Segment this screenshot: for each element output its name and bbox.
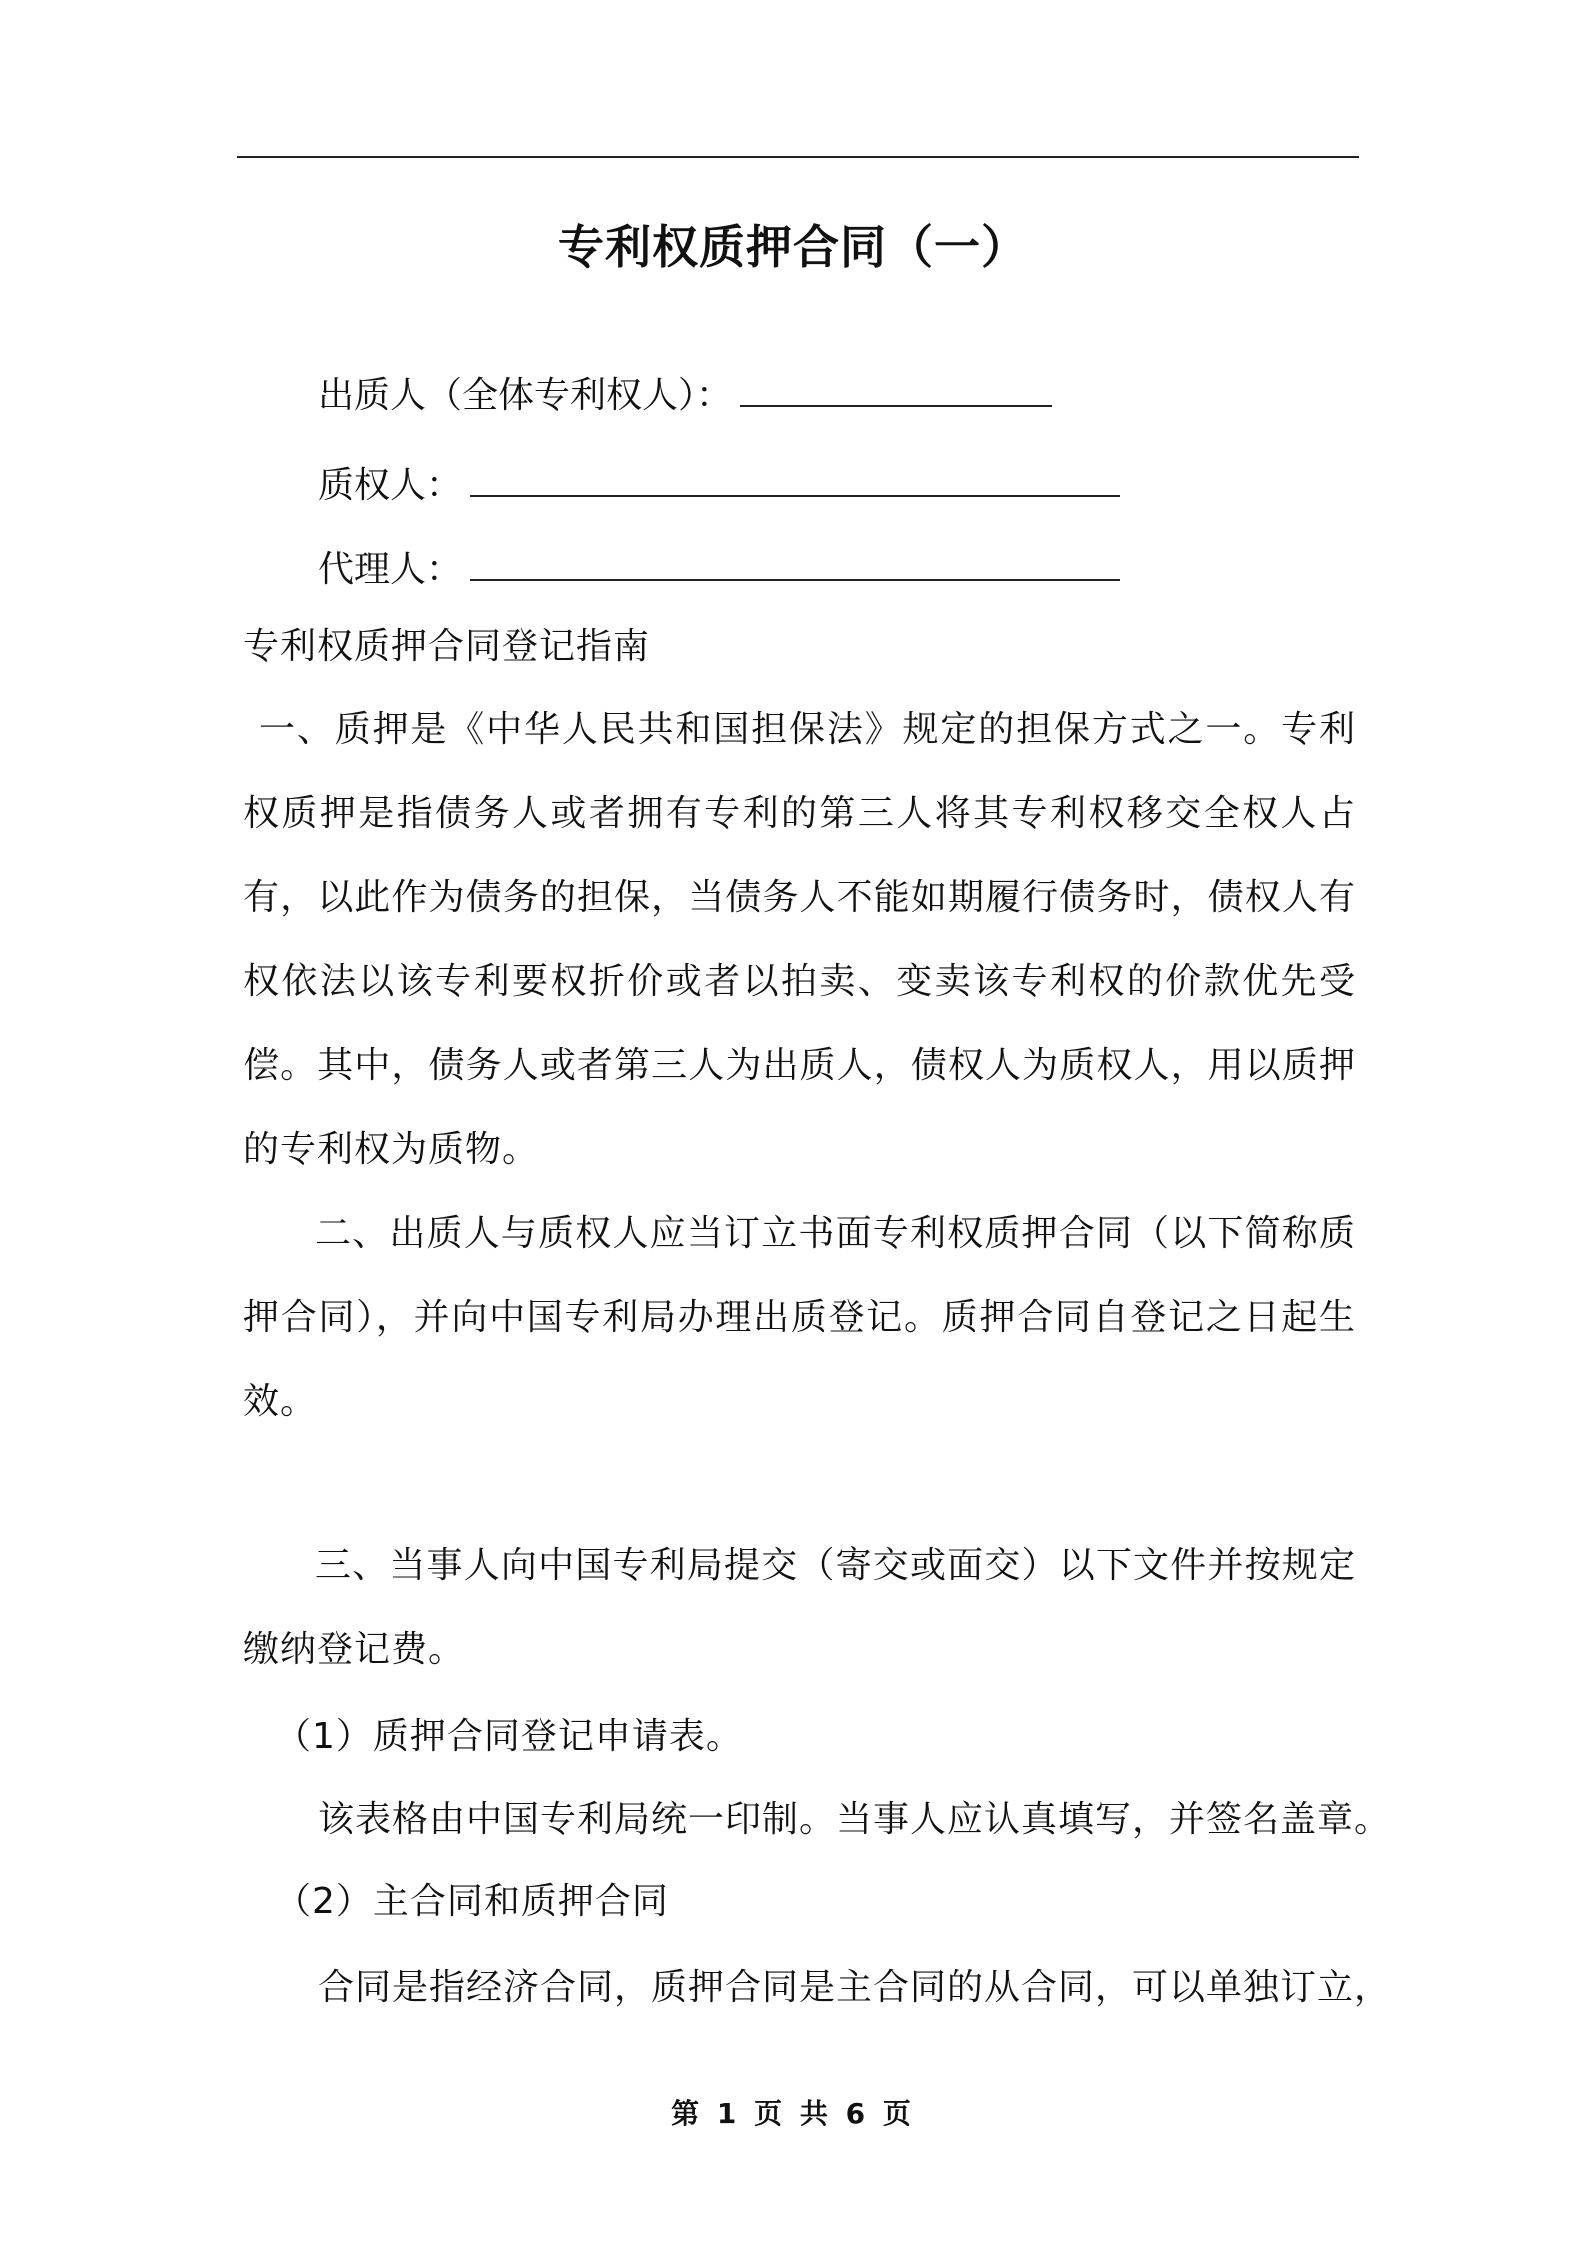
paragraph-1: 一、质押是《中华人民共和国担保法》规定的担保方式之一。专利权质押是指债务人或者拥有专利的第三人将其专利权移交全权人占有，以此作为债务的担保，当债务人不能如期履行债务时，债权人有权依法以该专利要权折价或者以拍卖、变卖该专利权的价款优先受偿。其中，债务人或者第三人为出质人，债权人为质权人，用以质押的专利权为质物。 — [243, 709, 1356, 1170]
agent-blank[interactable] — [470, 549, 1120, 581]
pledgee-field — [318, 456, 1120, 516]
paragraph-2: 二、出质人与质权人应当订立书面专利权质押合同（以下简称质押合同），并向中国专利局办理出质登记。质押合同自登记之日起生效。 — [243, 1213, 1356, 1422]
pledgee-label: 质权人： — [318, 465, 463, 506]
page-number: 第 1 页 共 6 页 — [671, 2097, 915, 2130]
item-2-title: （2）主合同和质押合同 — [275, 1881, 669, 1922]
pledgor-field — [318, 366, 1052, 426]
item-1-text: 该表格由中国专利局统一印制。当事人应认真填写，并签名盖章。 — [318, 1799, 1392, 1840]
pledgee-blank[interactable] — [470, 465, 1120, 497]
item-2-text: 合同是指经济合同，质押合同是主合同的从合同，可以单独订立， — [318, 1967, 1392, 2008]
paragraph-3: 三、当事人向中国专利局提交（寄交或面交）以下文件并按规定缴纳登记费。 — [243, 1545, 1356, 1670]
pledgor-blank[interactable] — [740, 375, 1052, 407]
item-1-title: （1）质押合同登记申请表。 — [275, 1716, 743, 1757]
pledgor-label: 出质人（全体专利权人）： — [318, 375, 733, 416]
guide-heading: 专利权质押合同登记指南 — [243, 626, 651, 667]
header-rule — [237, 156, 1359, 158]
agent-label: 代理人： — [318, 549, 463, 590]
document-title: 专利权质押合同（一） — [558, 220, 1028, 274]
agent-field — [318, 540, 1120, 600]
